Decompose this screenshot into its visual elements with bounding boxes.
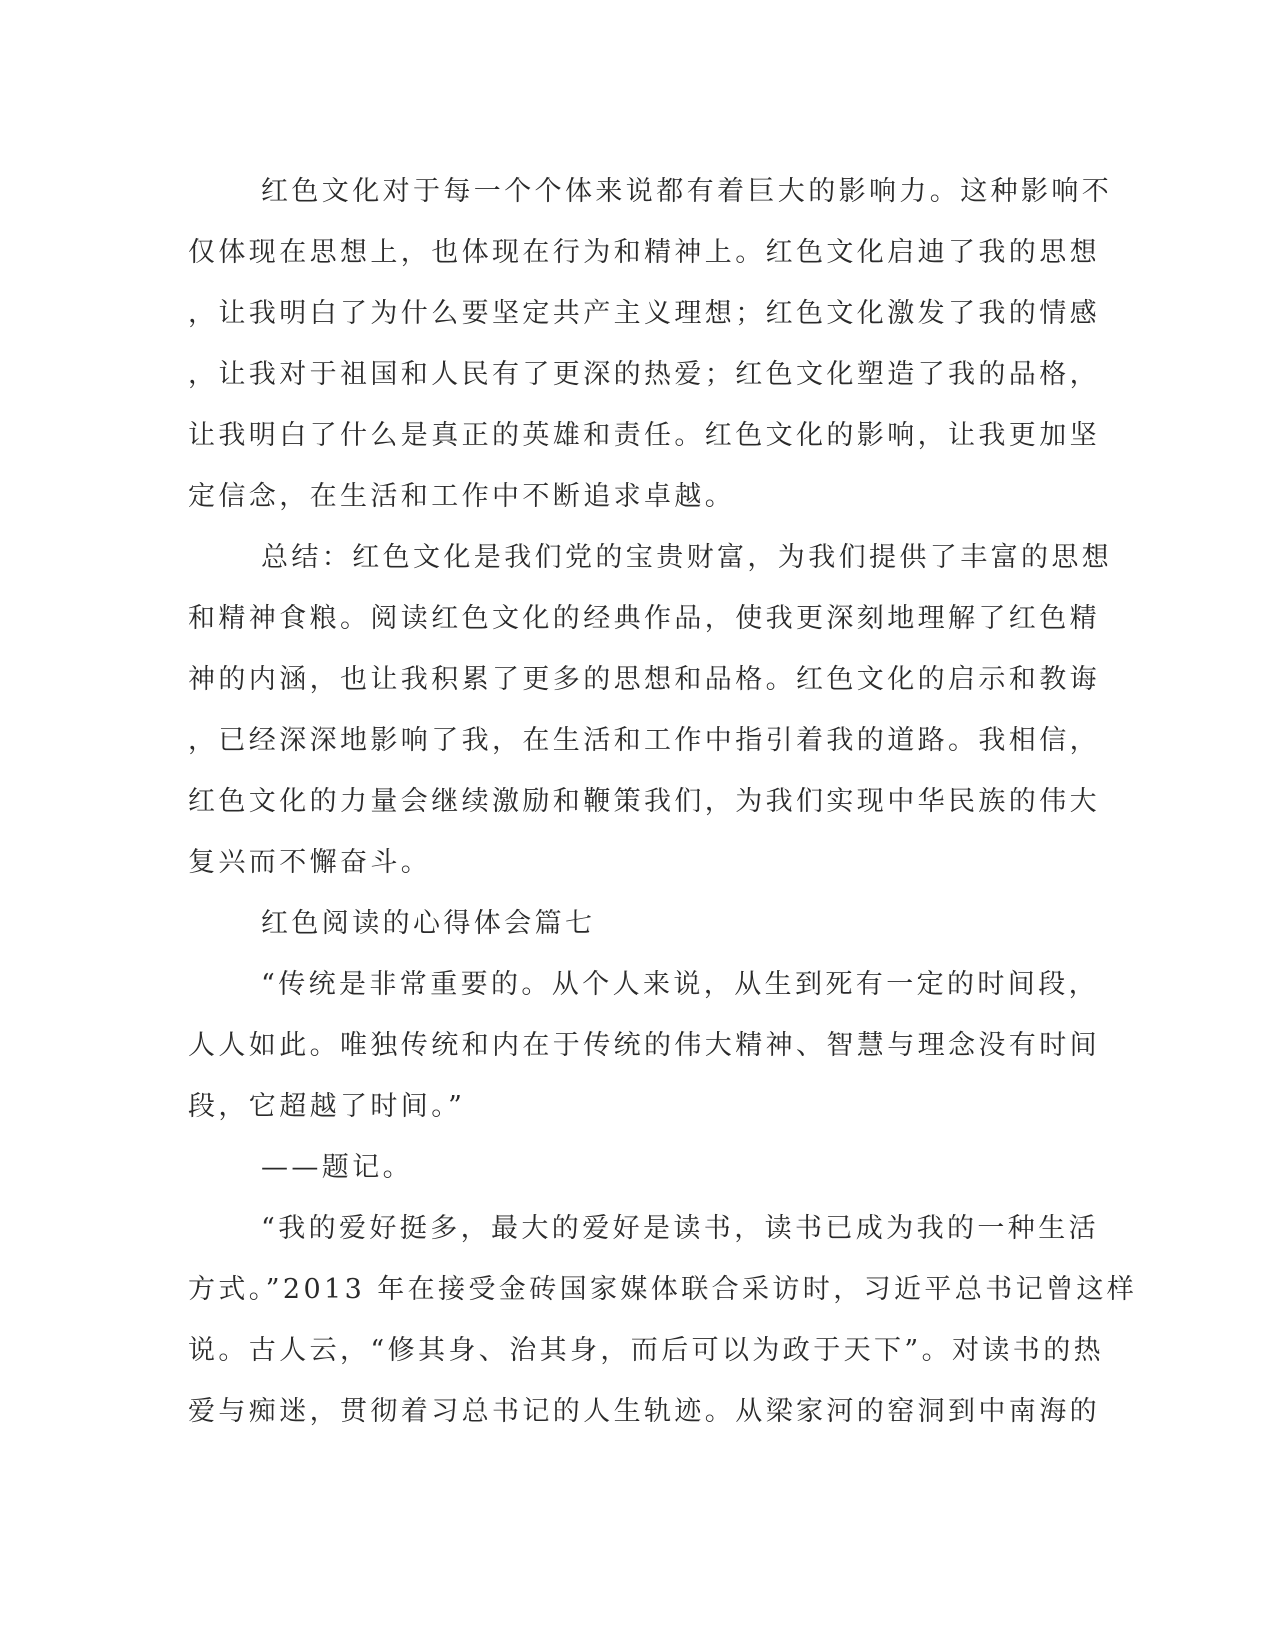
text-line: 爱与痴迷，贯彻着习总书记的人生轨迹。从梁家河的窑洞到中南海的 [188,1396,1100,1427]
text-line: 红色文化对于每一个个体来说都有着巨大的影响力。这种影响不 [261,176,1113,207]
text-line: “我的爱好挺多，最大的爱好是读书，读书已成为我的一种生活 [261,1213,1100,1244]
text-line: ，让我明白了为什么要坚定共产主义理想；红色文化激发了我的情感 [188,298,1100,329]
text-line: 定信念，在生活和工作中不断追求卓越。 [188,481,736,512]
text-line: 复兴而不懈奋斗。 [188,847,432,878]
text-line: ，已经深深地影响了我，在生活和工作中指引着我的道路。我相信， [188,725,1100,756]
text-line: 仅体现在思想上，也体现在行为和精神上。红色文化启迪了我的思想 [188,237,1100,268]
text-line: 让我明白了什么是真正的英雄和责任。红色文化的影响，让我更加坚 [188,420,1100,451]
text-line: 神的内涵，也让我积累了更多的思想和品格。红色文化的启示和教诲 [188,664,1100,695]
text-line: 红色文化的力量会继续激励和鞭策我们，为我们实现中华民族的伟大 [188,786,1100,817]
text-line: 总结：红色文化是我们党的宝贵财富，为我们提供了丰富的思想 [261,542,1113,573]
text-line: 方式。”2013 年在接受金砖国家媒体联合采访时，习近平总书记曾这样 [188,1274,1138,1305]
text-line: 和精神食粮。阅读红色文化的经典作品，使我更深刻地理解了红色精 [188,603,1100,634]
text-line: 说。古人云，“修其身、治其身，而后可以为政于天下”。对读书的热 [188,1335,1105,1366]
section-heading: 红色阅读的心得体会篇七 [261,908,596,939]
text-line: 段，它超越了时间。” [188,1091,466,1122]
epigraph-attribution: ——题记。 [261,1152,413,1183]
text-line: ，让我对于祖国和人民有了更深的热爱；红色文化塑造了我的品格， [188,359,1100,390]
body-text [188,161,1138,1442]
text-line: “传统是非常重要的。从个人来说，从生到死有一定的时间段， [261,969,1100,1000]
text-line: 人人如此。唯独传统和内在于传统的伟大精神、智慧与理念没有时间 [188,1030,1100,1061]
